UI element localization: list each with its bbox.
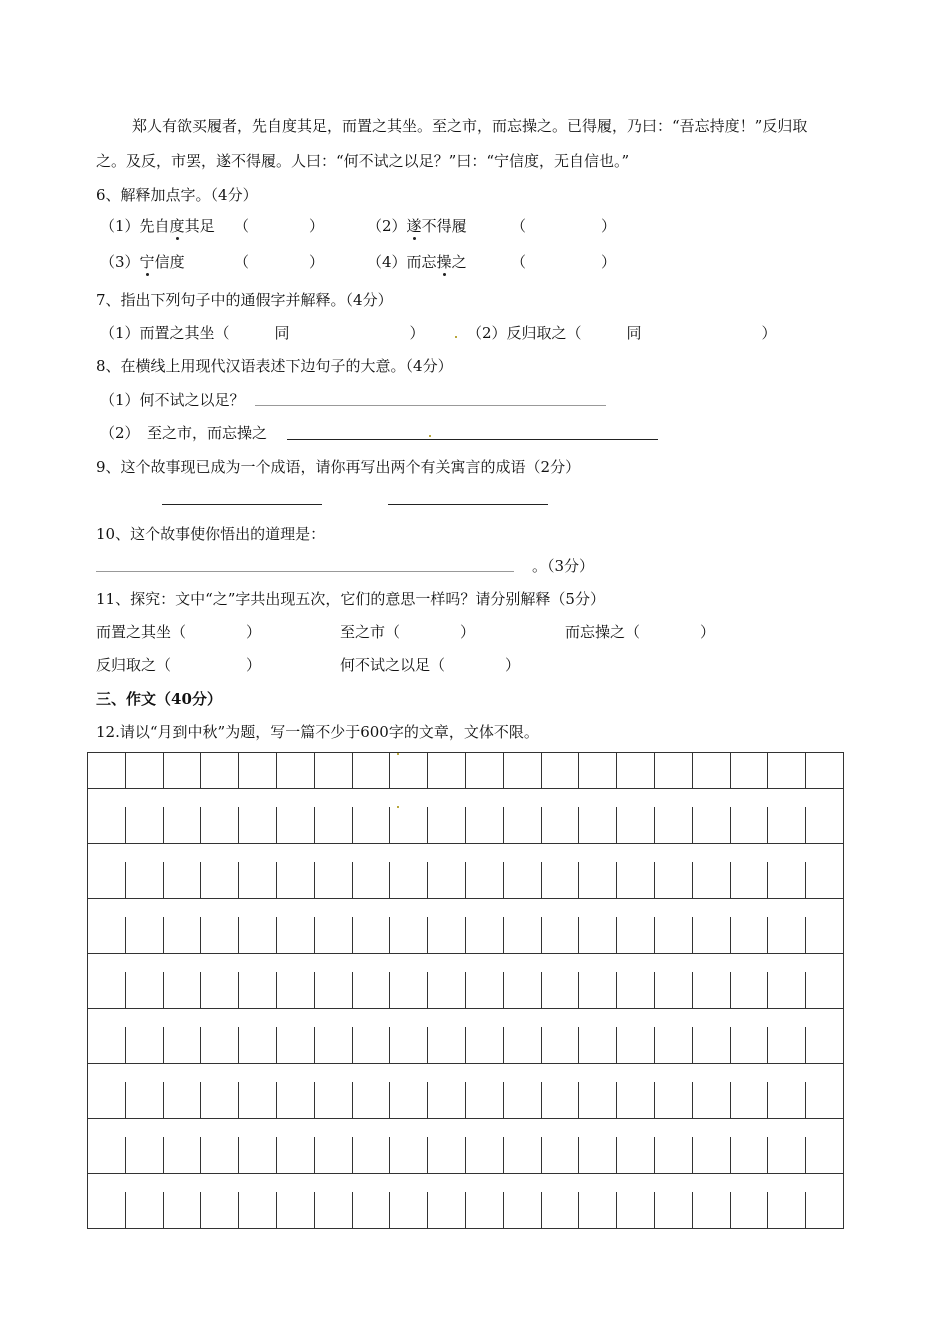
grid-cell[interactable]: [315, 862, 353, 898]
item-prefix: （1）先自: [100, 217, 170, 235]
grid-cell[interactable]: [579, 1137, 617, 1173]
grid-cell[interactable]: [655, 1027, 693, 1063]
grid-cell[interactable]: [731, 1137, 769, 1173]
question-11-item-3[interactable]: 而忘操之（ ）: [565, 623, 716, 641]
grid-cell[interactable]: [768, 917, 806, 953]
grid-cell[interactable]: [617, 753, 655, 788]
grid-cell[interactable]: [504, 753, 542, 788]
question-11-item-4[interactable]: 反归取之（ ）: [96, 656, 262, 674]
grid-cell[interactable]: [277, 917, 315, 953]
grid-row-gap: [87, 1119, 844, 1137]
grid-cell[interactable]: [693, 917, 731, 953]
grid-cell[interactable]: [655, 1137, 693, 1173]
grid-cell[interactable]: [579, 1027, 617, 1063]
grid-cell[interactable]: [277, 1082, 315, 1118]
grid-row: [87, 972, 844, 1009]
grid-cell[interactable]: [428, 1027, 466, 1063]
grid-cell[interactable]: [277, 1137, 315, 1173]
grid-cell[interactable]: [768, 1192, 806, 1228]
item-suffix: 不得履: [421, 217, 467, 235]
grid-cell[interactable]: [693, 1082, 731, 1118]
grid-cell[interactable]: [315, 972, 353, 1008]
question-10-score: 。（3分）: [532, 557, 595, 575]
grid-cell[interactable]: [315, 1192, 353, 1228]
grid-cell[interactable]: [239, 972, 277, 1008]
grid-cell[interactable]: [466, 1027, 504, 1063]
item-suffix: 之: [451, 253, 467, 271]
grid-cell[interactable]: [466, 1082, 504, 1118]
grid-row-gap: [87, 789, 844, 807]
ink-speck: [455, 336, 457, 338]
grid-cell[interactable]: [428, 862, 466, 898]
composition-grid[interactable]: [87, 752, 844, 1229]
grid-cell[interactable]: [390, 1192, 428, 1228]
grid-cell[interactable]: [731, 972, 769, 1008]
grid-cell[interactable]: [542, 1027, 580, 1063]
item-prefix: （4）而忘: [367, 253, 437, 271]
grid-row: [87, 862, 844, 899]
grid-cell[interactable]: [731, 753, 769, 788]
grid-row: [87, 1027, 844, 1064]
question-12-title: 12.请以“月到中秋”为题，写一篇不少于600字的文章，文体不限。: [96, 723, 539, 741]
grid-cell[interactable]: [466, 972, 504, 1008]
grid-cell[interactable]: [806, 1027, 843, 1063]
grid-cell[interactable]: [353, 1137, 391, 1173]
question-8-item-2: （2） 至之市，而忘操之: [100, 424, 268, 442]
answer-line[interactable]: [96, 571, 514, 572]
grid-cell[interactable]: [542, 1082, 580, 1118]
grid-cell[interactable]: [542, 1192, 580, 1228]
grid-row: [87, 752, 844, 789]
question-6-title: 6、解释加点字。（4分）: [96, 186, 258, 204]
dotted-char: 度: [169, 217, 185, 235]
grid-cell[interactable]: [428, 753, 466, 788]
grid-cell[interactable]: [655, 862, 693, 898]
item-prefix: （2）: [367, 217, 407, 235]
dotted-char: 遂: [406, 217, 422, 235]
grid-row-gap: [87, 1174, 844, 1192]
grid-cell[interactable]: [466, 1192, 504, 1228]
grid-cell[interactable]: [390, 1027, 428, 1063]
grid-cell[interactable]: [315, 753, 353, 788]
grid-cell[interactable]: [201, 807, 239, 843]
grid-cell[interactable]: [201, 972, 239, 1008]
grid-row: [87, 807, 844, 844]
grid-row-gap: [87, 1009, 844, 1027]
grid-cell[interactable]: [126, 972, 164, 1008]
grid-cell[interactable]: [693, 1192, 731, 1228]
grid-cell[interactable]: [579, 1082, 617, 1118]
grid-cell[interactable]: [277, 1192, 315, 1228]
grid-cell[interactable]: [126, 1137, 164, 1173]
grid-cell[interactable]: [542, 862, 580, 898]
grid-cell[interactable]: [617, 1192, 655, 1228]
grid-cell[interactable]: [806, 917, 843, 953]
grid-cell[interactable]: [239, 917, 277, 953]
answer-paren[interactable]: （ ）: [234, 253, 325, 271]
grid-cell[interactable]: [390, 1137, 428, 1173]
grid-cell[interactable]: [693, 1027, 731, 1063]
answer-paren[interactable]: （ ）: [511, 217, 617, 235]
grid-cell[interactable]: [390, 972, 428, 1008]
item-prefix: （3）: [100, 253, 140, 271]
grid-cell[interactable]: [693, 807, 731, 843]
grid-cell[interactable]: [353, 1082, 391, 1118]
grid-row: [87, 1192, 844, 1229]
grid-cell[interactable]: [126, 917, 164, 953]
grid-cell[interactable]: [239, 807, 277, 843]
grid-cell[interactable]: [88, 1137, 126, 1173]
grid-cell[interactable]: [126, 1027, 164, 1063]
grid-cell[interactable]: [239, 1192, 277, 1228]
grid-cell[interactable]: [579, 972, 617, 1008]
grid-row-gap: [87, 844, 844, 862]
grid-cell[interactable]: [617, 1082, 655, 1118]
grid-cell[interactable]: [126, 862, 164, 898]
question-6-item-2: [367, 216, 617, 236]
grid-cell[interactable]: [164, 1192, 202, 1228]
grid-cell[interactable]: [88, 1192, 126, 1228]
grid-cell[interactable]: [504, 862, 542, 898]
grid-cell[interactable]: [88, 917, 126, 953]
grid-cell[interactable]: [693, 862, 731, 898]
grid-cell[interactable]: [201, 753, 239, 788]
grid-cell[interactable]: [315, 917, 353, 953]
grid-row: [87, 1082, 844, 1119]
answer-line[interactable]: [255, 405, 606, 406]
grid-cell[interactable]: [504, 972, 542, 1008]
grid-cell[interactable]: [806, 753, 843, 788]
grid-cell[interactable]: [315, 1027, 353, 1063]
grid-cell[interactable]: [126, 807, 164, 843]
grid-cell[interactable]: [731, 1192, 769, 1228]
grid-cell[interactable]: [768, 753, 806, 788]
grid-cell[interactable]: [277, 753, 315, 788]
grid-cell[interactable]: [428, 1192, 466, 1228]
grid-cell[interactable]: [768, 1027, 806, 1063]
grid-cell[interactable]: [693, 753, 731, 788]
grid-cell[interactable]: [617, 917, 655, 953]
grid-cell[interactable]: [353, 862, 391, 898]
grid-cell[interactable]: [655, 1192, 693, 1228]
grid-cell[interactable]: [542, 972, 580, 1008]
grid-cell[interactable]: [806, 862, 843, 898]
grid-cell[interactable]: [768, 807, 806, 843]
grid-cell[interactable]: [542, 807, 580, 843]
grid-cell[interactable]: [617, 807, 655, 843]
answer-paren[interactable]: （ ）: [234, 217, 325, 235]
grid-cell[interactable]: [88, 972, 126, 1008]
ink-speck: [397, 753, 399, 755]
grid-cell[interactable]: [126, 1082, 164, 1118]
question-11-title: 11、探究：文中“之”字共出现五次，它们的意思一样吗？请分别解释（5分）: [96, 590, 605, 608]
question-8-item-1: （1）何不试之以足？: [100, 391, 245, 409]
grid-cell[interactable]: [353, 972, 391, 1008]
grid-row-gap: [87, 1064, 844, 1082]
grid-cell[interactable]: [390, 1082, 428, 1118]
grid-cell[interactable]: [806, 972, 843, 1008]
question-8-title: 8、在横线上用现代汉语表述下边句子的大意。（4分）: [96, 357, 453, 375]
grid-cell[interactable]: [353, 917, 391, 953]
grid-cell[interactable]: [731, 1082, 769, 1118]
grid-cell[interactable]: [88, 862, 126, 898]
grid-cell[interactable]: [88, 1082, 126, 1118]
grid-cell[interactable]: [239, 862, 277, 898]
question-11-item-2[interactable]: 至之市（ ）: [340, 623, 476, 641]
passage-line-1: 郑人有欲买履者，先自度其足，而置之其坐。至之市，而忘操之。已得履，乃曰：“吾忘持度！”反归取: [132, 117, 808, 135]
answer-line[interactable]: [388, 504, 548, 505]
section-heading: 三、作文（40分）: [96, 690, 222, 708]
grid-cell[interactable]: [579, 753, 617, 788]
grid-cell[interactable]: [579, 862, 617, 898]
question-7-item-2[interactable]: （2）反归取之（ 同 ）: [467, 324, 777, 342]
grid-cell[interactable]: [353, 1192, 391, 1228]
grid-cell[interactable]: [655, 753, 693, 788]
grid-cell[interactable]: [579, 807, 617, 843]
question-6-item-1: [100, 216, 325, 236]
grid-cell[interactable]: [504, 807, 542, 843]
grid-cell[interactable]: [693, 972, 731, 1008]
grid-cell[interactable]: [239, 1137, 277, 1173]
grid-cell[interactable]: [504, 1192, 542, 1228]
question-11-item-1[interactable]: 而置之其坐（ ）: [96, 623, 262, 641]
grid-cell[interactable]: [542, 753, 580, 788]
answer-paren[interactable]: （ ）: [511, 253, 617, 271]
grid-cell[interactable]: [466, 862, 504, 898]
answer-line[interactable]: [287, 439, 658, 440]
grid-cell[interactable]: [277, 807, 315, 843]
grid-cell[interactable]: [126, 1192, 164, 1228]
grid-cell[interactable]: [579, 917, 617, 953]
grid-cell[interactable]: [504, 1027, 542, 1063]
grid-cell[interactable]: [390, 862, 428, 898]
grid-cell[interactable]: [617, 972, 655, 1008]
grid-cell[interactable]: [806, 1082, 843, 1118]
grid-row-gap: [87, 954, 844, 972]
answer-line[interactable]: [162, 504, 322, 505]
question-7-title: 7、指出下列句子中的通假字并解释。（4分）: [96, 291, 393, 309]
grid-cell[interactable]: [466, 807, 504, 843]
grid-cell[interactable]: [655, 972, 693, 1008]
grid-cell[interactable]: [466, 753, 504, 788]
grid-cell[interactable]: [655, 917, 693, 953]
grid-cell[interactable]: [806, 1137, 843, 1173]
question-10-title: 10、这个故事使你悟出的道理是：: [96, 525, 326, 543]
grid-cell[interactable]: [315, 807, 353, 843]
grid-cell[interactable]: [428, 1137, 466, 1173]
question-11-item-5[interactable]: 何不试之以足（ ）: [340, 656, 521, 674]
grid-cell[interactable]: [466, 1137, 504, 1173]
grid-cell[interactable]: [731, 917, 769, 953]
grid-cell[interactable]: [617, 862, 655, 898]
item-suffix: 其足: [184, 217, 215, 235]
grid-cell[interactable]: [428, 1082, 466, 1118]
grid-cell[interactable]: [390, 753, 428, 788]
grid-cell[interactable]: [504, 1137, 542, 1173]
dotted-char: 操: [436, 253, 452, 271]
grid-cell[interactable]: [542, 917, 580, 953]
dotted-char: 宁: [139, 253, 155, 271]
grid-cell[interactable]: [201, 1192, 239, 1228]
grid-cell[interactable]: [768, 972, 806, 1008]
grid-cell[interactable]: [164, 917, 202, 953]
question-6-item-3: [100, 252, 325, 272]
grid-cell[interactable]: [164, 1137, 202, 1173]
grid-cell[interactable]: [390, 917, 428, 953]
grid-cell[interactable]: [693, 1137, 731, 1173]
grid-cell[interactable]: [88, 1027, 126, 1063]
question-6-item-4: [367, 252, 617, 272]
grid-cell[interactable]: [277, 1027, 315, 1063]
grid-cell[interactable]: [164, 807, 202, 843]
question-7-item-1[interactable]: （1）而置之其坐（ 同 ）: [100, 324, 425, 342]
grid-cell[interactable]: [315, 1137, 353, 1173]
grid-cell[interactable]: [617, 1137, 655, 1173]
grid-cell[interactable]: [768, 862, 806, 898]
grid-cell[interactable]: [88, 753, 126, 788]
grid-cell[interactable]: [579, 1192, 617, 1228]
grid-cell[interactable]: [504, 1082, 542, 1118]
grid-cell[interactable]: [315, 1082, 353, 1118]
grid-row: [87, 917, 844, 954]
grid-cell[interactable]: [655, 807, 693, 843]
ink-speck: [397, 806, 399, 808]
grid-cell[interactable]: [504, 917, 542, 953]
ink-speck: [429, 435, 431, 437]
grid-cell[interactable]: [164, 1027, 202, 1063]
grid-cell[interactable]: [806, 1192, 843, 1228]
grid-cell[interactable]: [768, 1137, 806, 1173]
passage-line-2: 之。及反，市罢，遂不得履。人曰：“何不试之以足？”曰：“宁信度，无自信也。”: [96, 152, 630, 170]
grid-cell[interactable]: [617, 1027, 655, 1063]
grid-cell[interactable]: [239, 1027, 277, 1063]
grid-cell[interactable]: [466, 917, 504, 953]
grid-cell[interactable]: [164, 753, 202, 788]
grid-cell[interactable]: [126, 753, 164, 788]
grid-cell[interactable]: [428, 807, 466, 843]
grid-cell[interactable]: [542, 1137, 580, 1173]
grid-cell[interactable]: [428, 972, 466, 1008]
grid-row: [87, 1137, 844, 1174]
grid-cell[interactable]: [164, 1082, 202, 1118]
grid-cell[interactable]: [164, 972, 202, 1008]
grid-cell[interactable]: [353, 807, 391, 843]
question-9-title: 9、这个故事现已成为一个成语，请你再写出两个有关寓言的成语（2分）: [96, 458, 581, 476]
grid-cell[interactable]: [201, 1082, 239, 1118]
grid-cell[interactable]: [88, 807, 126, 843]
grid-cell[interactable]: [201, 917, 239, 953]
grid-cell[interactable]: [164, 862, 202, 898]
grid-cell[interactable]: [428, 917, 466, 953]
item-suffix: 信度: [154, 253, 185, 271]
grid-cell[interactable]: [731, 807, 769, 843]
grid-cell[interactable]: [731, 862, 769, 898]
grid-cell[interactable]: [277, 972, 315, 1008]
grid-cell[interactable]: [390, 807, 428, 843]
grid-cell[interactable]: [768, 1082, 806, 1118]
grid-cell[interactable]: [353, 753, 391, 788]
grid-cell[interactable]: [731, 1027, 769, 1063]
grid-cell[interactable]: [239, 753, 277, 788]
grid-cell[interactable]: [201, 862, 239, 898]
grid-cell[interactable]: [201, 1027, 239, 1063]
grid-cell[interactable]: [239, 1082, 277, 1118]
grid-row-gap: [87, 899, 844, 917]
grid-cell[interactable]: [201, 1137, 239, 1173]
grid-cell[interactable]: [655, 1082, 693, 1118]
grid-cell[interactable]: [806, 807, 843, 843]
grid-cell[interactable]: [353, 1027, 391, 1063]
grid-cell[interactable]: [277, 862, 315, 898]
